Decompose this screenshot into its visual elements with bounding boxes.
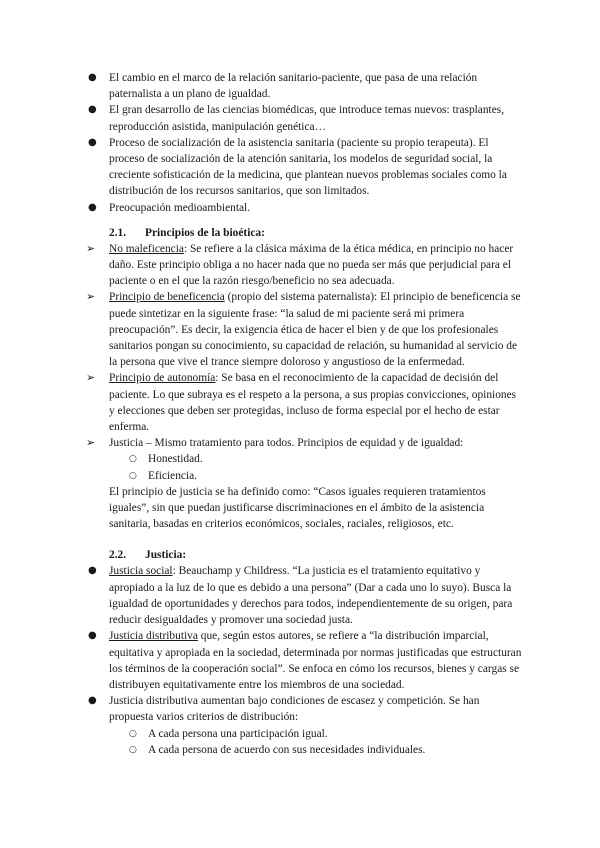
bullet-marker: ● — [88, 695, 97, 707]
sub-list-criterios — [109, 726, 524, 758]
section-number: 2.1. — [109, 226, 127, 239]
list-item-text: El cambio en el marco de la relación sanitario-paciente, que pasa de una relación paternalista a un plano de igualdad. — [109, 72, 478, 101]
term: Principio de beneficencia — [109, 291, 225, 304]
term: Justicia social — [109, 565, 173, 578]
list-item-autonomia — [88, 370, 524, 435]
section-number: 2.2. — [109, 549, 127, 562]
list-item — [88, 70, 524, 102]
circle-marker: ○ — [129, 744, 137, 755]
list-item — [88, 135, 524, 200]
list-item-text: : Se refiere a la clásica máxima de la ética médica, en principio no hacer daño. Este principio obliga a no hacer nada que no pueda ser más que perjudicial para el paciente o en el que la razón riesgo/beneficio no sea adecuada. — [109, 242, 514, 288]
circle-marker: ○ — [129, 728, 137, 739]
section-title: Justicia: — [145, 549, 187, 562]
list-item-text: : Se basa en el reconocimiento de la capacidad de decisión del paciente. Lo que subraya es el respeto a la persona, a sus propias convicciones, opiniones y elecciones que deben ser protegidas, incluso de forma especial por el hecho de estar enferma. — [109, 372, 517, 434]
list-item-criterios — [88, 693, 524, 758]
list-item-text: Justicia distributiva aumentan bajo condiciones de escasez y competición. Se han propuesta varios criterios de distribución: — [109, 695, 480, 724]
list-item-justicia-distributiva — [88, 628, 524, 693]
list-item-no-maleficencia — [88, 241, 524, 290]
term: No maleficencia — [109, 242, 184, 255]
bullet-marker: ● — [88, 630, 97, 642]
term: Justicia distributiva — [109, 630, 198, 643]
term: Principio de autonomía — [109, 372, 216, 385]
document-content — [88, 70, 524, 758]
list-item-text: que, según estos autores, se refiere a “la distribución imparcial, equitativa y apropiada en la sociedad, determinada por normas justificadas que estructuran los términos de la cooperación social”. Se enfoca en cómo los recursos, bienes y cargas se distribuyen equitativamente entre los miembros de una sociedad. — [109, 630, 522, 691]
bullet-list-justicia — [88, 563, 524, 757]
list-item — [88, 102, 524, 134]
list-item-text: Justicia – Mismo tratamiento para todos. Principios de equidad y de igualdad: — [109, 437, 464, 450]
arrow-marker: ➢ — [86, 371, 96, 385]
bullet-marker: ● — [88, 136, 97, 148]
sub-list-item — [109, 726, 524, 742]
bullet-marker: ● — [88, 201, 97, 213]
section-heading-principios — [88, 225, 524, 241]
list-item-text: : Beauchamp y Childress. “La justicia es el tratamiento equitativo y apropiado a la luz de lo que es debido a una persona” (Dar a cada uno lo suyo). Busca la igualdad de oportunidades y derechos para todos, independientemente de su origen, para reducir desigualdades y promover una sociedad justa. — [109, 565, 513, 627]
arrow-marker: ➢ — [86, 436, 96, 450]
list-item-text: El gran desarrollo de las ciencias biomédicas, que introduce temas nuevos: trasplantes, reproducción asistida, manipulación genética… — [109, 104, 505, 133]
bullet-marker: ● — [88, 104, 97, 116]
arrow-marker: ➢ — [86, 241, 96, 255]
list-item-text: Proceso de socialización de la asistencia sanitaria (paciente su propio terapeuta). El proceso de socialización de la atención sanitaria, los modelos de seguridad social, la creciente sofisticación de la medicina, que plantean nuevos problemas sociales como la distribución de los recursos sanitarios, que son limitados. — [109, 136, 507, 198]
list-item-text: Preocupación medioambiental. — [109, 201, 251, 214]
sub-item-text: Honestidad. — [148, 453, 203, 466]
sub-list-justicia — [109, 451, 524, 483]
sub-list-item — [109, 451, 524, 467]
list-item — [88, 200, 524, 216]
bullet-marker: ● — [88, 72, 97, 83]
bullet-list-intro — [88, 70, 524, 216]
list-item-beneficencia — [88, 289, 524, 370]
sub-item-text: A cada persona una participación igual. — [148, 727, 328, 740]
section-heading-justicia — [88, 547, 524, 563]
circle-marker: ○ — [129, 454, 137, 465]
list-item-justicia — [88, 435, 524, 484]
sub-item-text: Eficiencia. — [148, 469, 198, 482]
list-item-justicia-social — [88, 563, 524, 628]
justicia-paragraph: El principio de justicia se ha definido como: “Casos iguales requieren tratamientos iguales”, sin que puedan justificarse discriminaciones en el ámbito de la asistencia sanitaria, basadas en criterios económicos, sociales, raciales, religiosos, etc. — [109, 485, 486, 531]
arrow-list-principios — [88, 241, 524, 484]
sub-list-item — [109, 742, 524, 758]
bullet-marker: ● — [88, 565, 97, 577]
arrow-marker: ➢ — [86, 290, 96, 304]
section-title: Principios de la bioética: — [145, 226, 265, 239]
list-item-text: (propio del sistema paternalista): El principio de beneficencia se puede sintetizar en la siguiente frase: “la salud de mi paciente será mi primera preocupación”. Es decir, la exigencia ética de hacer el bien y de que los profesionales sanitarios pongan su conocimiento, su capacidad de relación, su humanidad al servicio de la persona que vive el trance siempre doloroso y angustioso de la enfermedad. — [109, 291, 521, 369]
circle-marker: ○ — [129, 470, 137, 481]
sub-list-item — [109, 468, 524, 484]
sub-item-text: A cada persona de acuerdo con sus necesidades individuales. — [148, 743, 426, 756]
